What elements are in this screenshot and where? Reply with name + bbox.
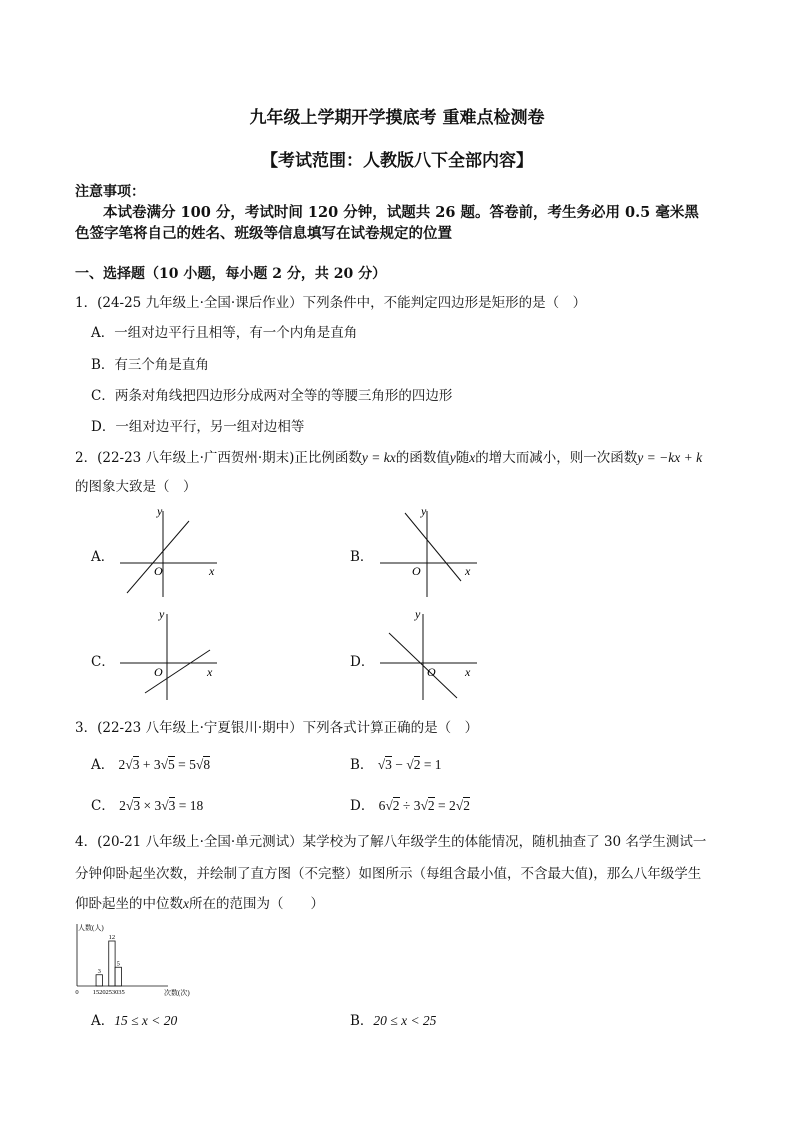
x-axis-label: x xyxy=(465,665,471,679)
q1-option-b: B．有三个角是直角 xyxy=(91,357,209,373)
q3-stem: 3．(22-23 八年级上·宁夏银川·期中）下列各式计算正确的是（ ） xyxy=(75,720,479,736)
section-heading: 一、选择题（10 小题，每小题 2 分，共 20 分） xyxy=(75,266,387,282)
q2-graph-c xyxy=(115,608,225,703)
q4-stem-line-1: 4．(20-21 八年级上·全国·单元测试）某学校为了解八年级学生的体能情况，随机抽查了 30 名学生测试一 xyxy=(75,834,707,850)
q3-option-c: C． 2√3 × 3√3 = 18 xyxy=(91,798,204,814)
q2-expr-direct: y = kx xyxy=(361,450,396,465)
histogram-tick-label: 25 xyxy=(105,989,112,996)
q1-stem: 1．(24-25 九年级上·全国·课后作业）下列条件中，不能判定四边形是矩形的是（ ） xyxy=(75,295,587,311)
y-axis-label: y xyxy=(159,608,165,621)
notes-heading: 注意事项： xyxy=(75,184,145,200)
histogram-x-label: 次数(次) xyxy=(164,989,190,997)
histogram-tick-label: 30 xyxy=(111,989,119,996)
q1-option-d: D．一组对边平行，另一组对边相等 xyxy=(91,419,305,435)
y-axis-label: y xyxy=(157,505,163,518)
q1-option-a: A．一组对边平行且相等，有一个内角是直角 xyxy=(91,325,358,341)
page-title: 九年级上学期开学摸底考 重难点检测卷 xyxy=(249,108,545,128)
q4-option-b: B．20 ≤ x < 25 xyxy=(350,1013,437,1029)
origin-label: O xyxy=(154,665,163,679)
notes-line-1: 本试卷满分 100 分，考试时间 120 分钟，试题共 26 题。答卷前，考生务必用 0.5 毫米黑 xyxy=(103,204,699,221)
histogram-bar-value: 12 xyxy=(108,934,116,941)
origin-label: O xyxy=(412,564,421,578)
histogram-bar-30-35 xyxy=(115,967,121,986)
histogram-tick-label: 35 xyxy=(118,989,125,996)
function-line xyxy=(127,521,189,593)
q2-label-d: D． xyxy=(350,654,375,670)
q3-option-a: A． 2√3 + 3√5 = 5√8 xyxy=(91,757,211,773)
notes-line-2: 色签字笔将自己的姓名、班级等信息填写在试卷规定的位置 xyxy=(75,225,452,242)
histogram-y-label: 人数(人) xyxy=(78,924,104,932)
q4-histogram xyxy=(66,920,206,1002)
exam-scope: 【考试范围：人教版八下全部内容】 xyxy=(261,151,533,171)
q2-graph-d xyxy=(375,608,485,703)
histogram-ticks xyxy=(75,989,124,996)
histogram-bars xyxy=(96,934,121,986)
histogram-bar-value: 5 xyxy=(116,960,120,968)
x-axis-label: x xyxy=(465,564,471,578)
q4-stem-line-2: 分钟仰卧起坐次数，并绘制了直方图（不完整）如图所示（每组含最小值，不含最大值)，那么八年级学生 xyxy=(75,866,702,882)
q2-stem-line-2: 的图象大致是（ ） xyxy=(75,479,197,495)
x-axis-label: x xyxy=(207,665,213,679)
histogram-bar-15-20 xyxy=(96,975,102,986)
x-axis-label: x xyxy=(209,564,215,578)
origin-label: O xyxy=(427,665,436,679)
histogram-tick-label: 0 xyxy=(75,989,79,996)
histogram-bar-value: 3 xyxy=(97,967,101,975)
histogram-bar-25-30 xyxy=(109,941,115,986)
q1-option-c: C．两条对角线把四边形分成两对全等的等腰三角形的四边形 xyxy=(91,388,453,404)
q3-option-b: B． √3 − √2 = 1 xyxy=(350,757,442,773)
origin-label: O xyxy=(154,564,163,578)
q2-graph-a xyxy=(115,505,225,600)
q2-stem-line-1: 2．(22-23 八年级上·广西贺州·期末)正比例函数y = kx的函数值y随x的增大而减小，则一次函数y = −kx + k xyxy=(75,450,703,466)
q2-label-a: A． xyxy=(91,549,115,565)
q2-label-c: C． xyxy=(91,654,115,670)
q3-option-d: D． 6√2 ÷ 3√2 = 2√2 xyxy=(350,798,470,814)
q2-expr-linear: y = −kx + k xyxy=(637,450,703,465)
q2-label-b: B． xyxy=(350,549,374,565)
q4-stem-line-3: 仰卧起坐的中位数x所在的范围为（ ） xyxy=(75,896,324,912)
histogram-tick-label: 20 xyxy=(99,989,106,996)
y-axis-label: y xyxy=(415,608,421,621)
histogram-tick-label: 15 xyxy=(92,989,100,996)
y-axis-label: y xyxy=(421,505,427,518)
q2-graph-b xyxy=(375,505,485,600)
q4-option-a: A．15 ≤ x < 20 xyxy=(91,1013,178,1029)
